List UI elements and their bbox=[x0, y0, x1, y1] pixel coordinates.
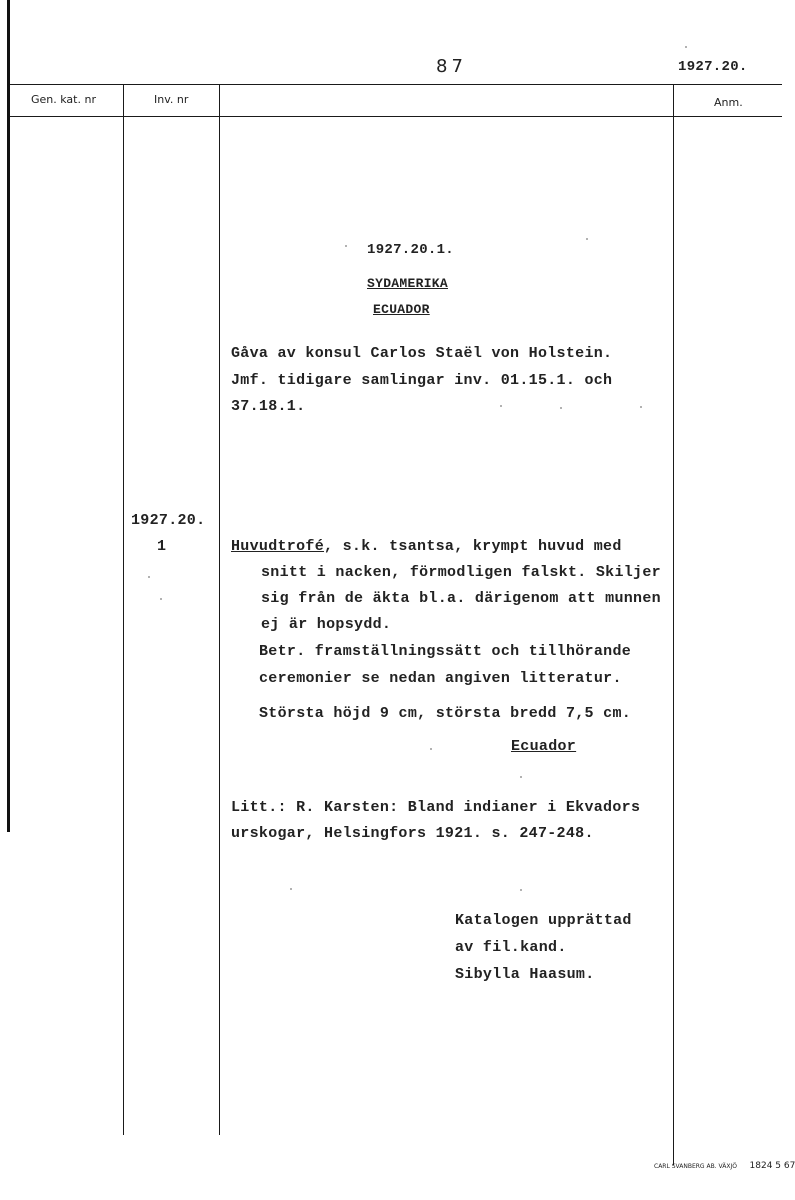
entry-region: SYDAMERIKA bbox=[367, 276, 449, 291]
item-description-line-3: sig från de äkta bl.a. därigenom att munnen bbox=[261, 590, 661, 607]
column-divider-inv bbox=[123, 84, 124, 1135]
literature-line-1: Litt.: R. Karsten: Bland indianer i Ekvadors bbox=[231, 799, 641, 816]
entry-number: 1927.20.1. bbox=[367, 242, 455, 258]
item-description-line-1-rest: , s.k. tsantsa, krympt huvud med bbox=[324, 538, 622, 555]
scan-speck bbox=[640, 406, 642, 408]
scan-speck bbox=[148, 576, 150, 578]
signature-line-3: Sibylla Haasum. bbox=[455, 966, 595, 983]
donation-line-3: 37.18.1. bbox=[231, 398, 306, 415]
item-description-line-4: ej är hopsydd. bbox=[261, 616, 392, 633]
column-divider-anm bbox=[673, 84, 674, 1165]
item-description-line-1 bbox=[231, 538, 622, 555]
scan-speck bbox=[685, 46, 687, 48]
scan-speck bbox=[560, 407, 562, 409]
item-title: Huvudtrofé bbox=[231, 538, 325, 555]
page-number: 87 bbox=[436, 56, 467, 77]
donation-line-2: Jmf. tidigare samlingar inv. 01.15.1. och bbox=[231, 372, 613, 389]
accession-reference: 1927.20. bbox=[678, 59, 748, 75]
item-description-line-6: ceremonier se nedan angiven litteratur. bbox=[259, 670, 622, 687]
item-dimensions: Största höjd 9 cm, största bredd 7,5 cm. bbox=[259, 705, 632, 722]
item-inv-number: 1927.20. bbox=[131, 512, 206, 529]
scan-speck bbox=[290, 888, 292, 890]
item-description-line-2: snitt i nacken, förmodligen falskt. Skiljer bbox=[261, 564, 661, 581]
scan-speck bbox=[430, 748, 432, 750]
column-header-anm: Anm. bbox=[714, 96, 743, 109]
item-inv-subnumber: 1 bbox=[157, 538, 167, 555]
header-bottom-rule bbox=[10, 116, 782, 117]
literature-line-2: urskogar, Helsingfors 1921. s. 247-248. bbox=[231, 825, 594, 842]
column-header-gen-kat: Gen. kat. nr bbox=[31, 93, 96, 106]
scan-speck bbox=[345, 245, 347, 247]
left-margin-bar bbox=[7, 0, 10, 832]
signature-line-2: av fil.kand. bbox=[455, 939, 567, 956]
item-description-line-5: Betr. framställningssätt och tillhörande bbox=[259, 643, 632, 660]
printer-name: CARL SVANBERG AB. VÄXJÖ bbox=[654, 1163, 737, 1170]
print-code: 1824 5 67 bbox=[749, 1161, 795, 1171]
scan-speck bbox=[520, 776, 522, 778]
donation-line-1: Gåva av konsul Carlos Staël von Holstein. bbox=[231, 345, 613, 362]
header-top-rule bbox=[10, 84, 782, 85]
scan-speck bbox=[500, 405, 502, 407]
scan-speck bbox=[160, 598, 162, 600]
scan-speck bbox=[586, 238, 588, 240]
column-header-inv: Inv. nr bbox=[154, 93, 189, 106]
printer-footer bbox=[654, 1155, 795, 1173]
column-divider-text bbox=[219, 84, 220, 1135]
signature-line-1: Katalogen upprättad bbox=[455, 912, 632, 929]
scan-speck bbox=[520, 889, 522, 891]
entry-country: ECUADOR bbox=[373, 302, 430, 317]
item-origin: Ecuador bbox=[511, 738, 577, 755]
